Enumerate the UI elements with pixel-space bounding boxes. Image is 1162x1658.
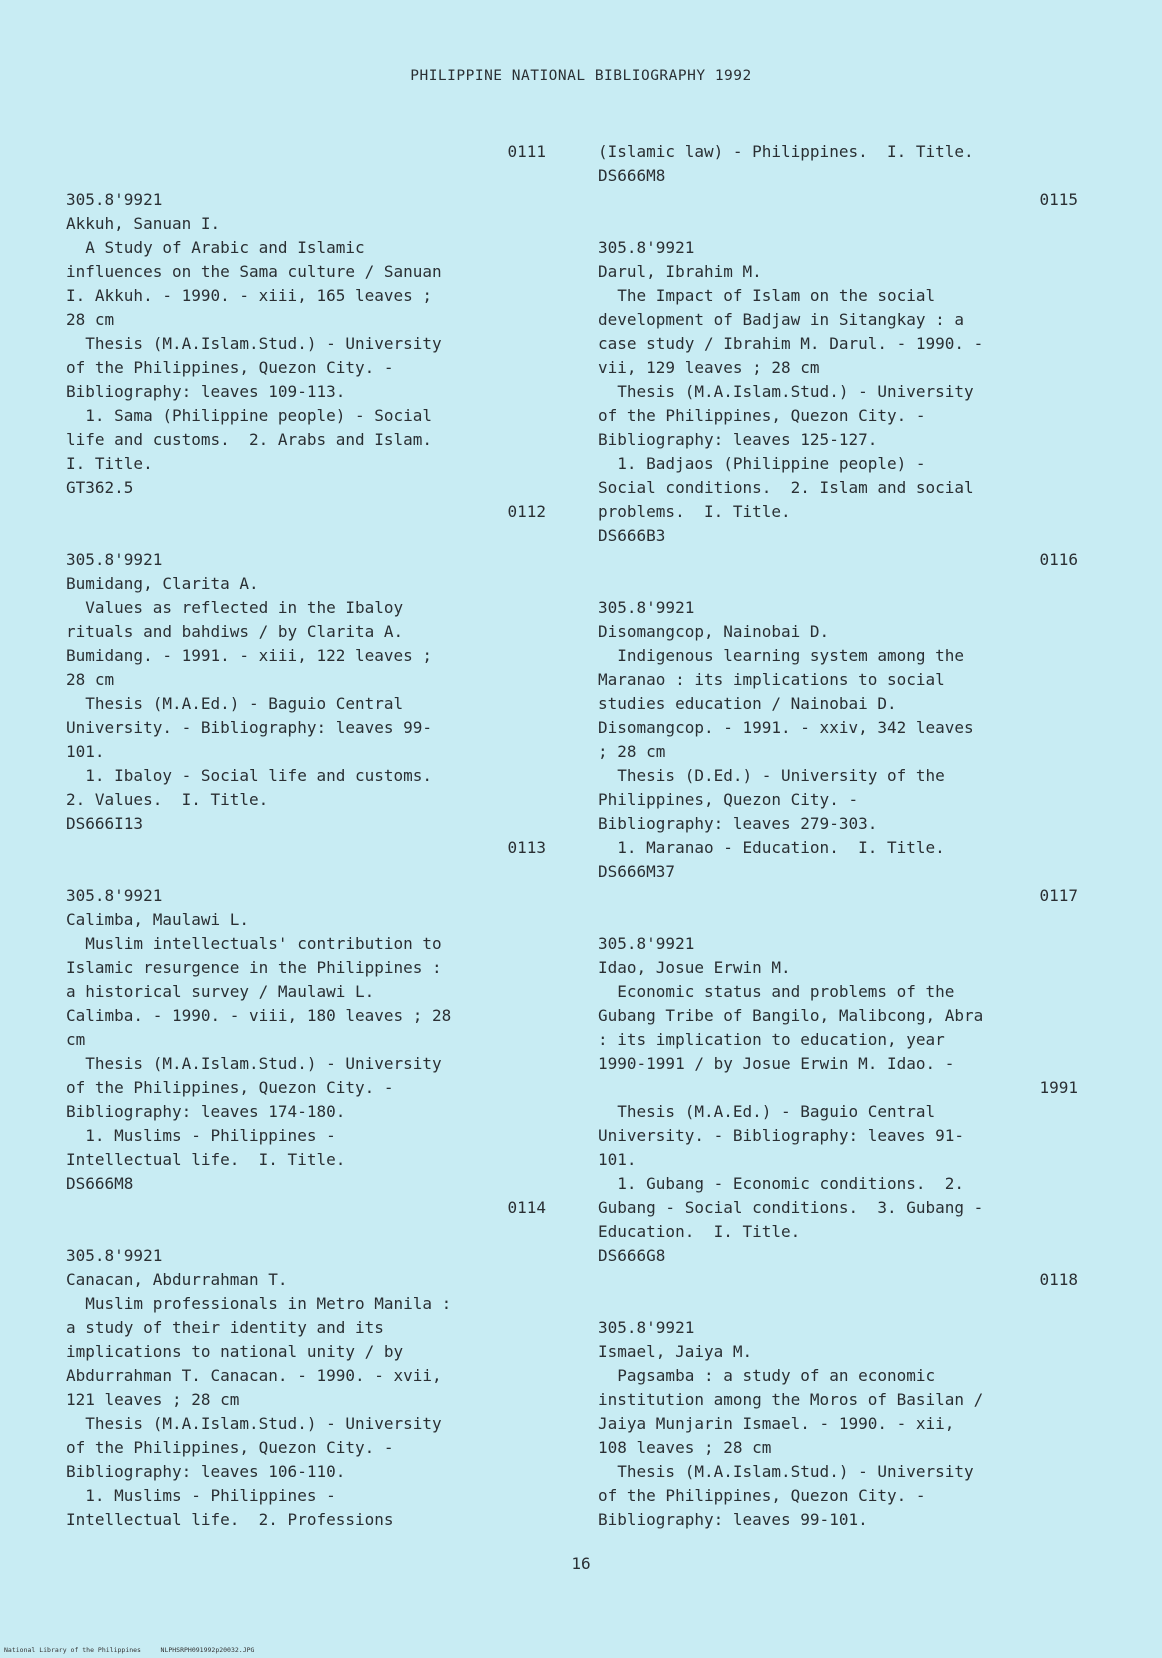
entry-text-line: Thesis (M.A.Ed.) - Baguio Central <box>598 1102 936 1121</box>
entry-text-line: DS666M8 <box>598 166 666 185</box>
entry-text-line: 1. Sama (Philippine people) - Social <box>66 406 433 425</box>
entry-text-line: 1. Maranao - Education. I. Title. <box>598 838 945 857</box>
entry-text-line: of the Philippines, Quezon City. - <box>598 1486 926 1505</box>
entry-text-line: : its implication to education, year <box>598 1030 945 1049</box>
right-column <box>598 140 1078 1532</box>
entry-text-line: 305.8'9921 <box>598 934 695 953</box>
entry-text-line: 121 leaves ; 28 cm <box>66 1390 240 1409</box>
entry-text-line: 305.8'9921 <box>66 190 163 209</box>
entry-text-line: Thesis (M.A.Ed.) - Baguio Central <box>66 694 404 713</box>
entry-text-line: Bibliography: leaves 279-303. <box>598 814 878 833</box>
entry-text-line: Bumidang. - 1991. - xiii, 122 leaves ; <box>66 646 433 665</box>
entry-number: 0111 <box>507 142 546 161</box>
entry-text-line: A Study of Arabic and Islamic <box>66 238 365 257</box>
blank-line <box>66 524 546 548</box>
entry-text-line: Calimba. - 1990. - viii, 180 leaves ; 28 <box>66 1006 452 1025</box>
entry-number: 0114 <box>507 1198 546 1217</box>
left-column <box>66 140 546 1532</box>
entry-text-line: influences on the Sama culture / Sanuan <box>66 262 442 281</box>
blank-line <box>598 572 1078 596</box>
entry-text-line: 2. Values. I. Title. <box>66 790 269 809</box>
entry-text-line: I. Title. <box>66 454 153 473</box>
entry-text-line: Thesis (M.A.Islam.Stud.) - University <box>598 382 974 401</box>
blank-line <box>66 164 546 188</box>
entry-text-line: Thesis (M.A.Islam.Stud.) - University <box>66 1414 442 1433</box>
entry-text-line: DS666M8 <box>66 1174 134 1193</box>
entry-text-line: Intellectual life. I. Title. <box>66 1150 346 1169</box>
entry-text-line: University. - Bibliography: leaves 99- <box>66 718 433 737</box>
entry-text-line: of the Philippines, Quezon City. - <box>66 1078 394 1097</box>
entry-text-line: implications to national unity / by <box>66 1342 404 1361</box>
entry-text-line: studies education / Nainobai D. <box>598 694 897 713</box>
entry-text-line: 28 cm <box>66 310 115 329</box>
entry-number: 0118 <box>1039 1270 1078 1289</box>
blank-line <box>598 212 1078 236</box>
entry-text-line: 101. <box>66 742 105 761</box>
scan-credit: National Library of the Philippines NLPHSRPH091992p20032.JPG <box>4 1646 255 1654</box>
entry-text-line: of the Philippines, Quezon City. - <box>66 358 394 377</box>
entry-text-line: vii, 129 leaves ; 28 cm <box>598 358 820 377</box>
entry-text-line: Education. I. Title. <box>598 1222 801 1241</box>
entry-text-line: I. Akkuh. - 1990. - xiii, 165 leaves ; <box>66 286 433 305</box>
entry-number: 1991 <box>1039 1078 1078 1097</box>
entry-text-line: cm <box>66 1030 86 1049</box>
blank-line <box>598 908 1078 932</box>
entry-number: 0112 <box>507 502 546 521</box>
entry-number: 0117 <box>1039 886 1078 905</box>
entry-text-line: Jaiya Munjarin Ismael. - 1990. - xii, <box>598 1414 955 1433</box>
entry-text-line: Economic status and problems of the <box>598 982 955 1001</box>
entry-text-line: Canacan, Abdurrahman T. <box>66 1270 288 1289</box>
entry-text-line: The Impact of Islam on the social <box>598 286 936 305</box>
entry-text-line: Pagsamba : a study of an economic <box>598 1366 936 1385</box>
entry-text-line: 1. Badjaos (Philippine people) - <box>598 454 926 473</box>
entry-text-line: Darul, Ibrahim M. <box>598 262 762 281</box>
entry-text-line: of the Philippines, Quezon City. - <box>598 406 926 425</box>
entry-text-line: of the Philippines, Quezon City. - <box>66 1438 394 1457</box>
entry-text-line: Disomangcop, Nainobai D. <box>598 622 830 641</box>
entry-number: 0116 <box>1039 550 1078 569</box>
entry-text-line: Idao, Josue Erwin M. <box>598 958 791 977</box>
entry-text-line: institution among the Moros of Basilan / <box>598 1390 984 1409</box>
entry-text-line: 305.8'9921 <box>66 550 163 569</box>
entry-text-line: 1990-1991 / by Josue Erwin M. Idao. - <box>598 1054 955 1073</box>
entry-text-line: Indigenous learning system among the <box>598 646 965 665</box>
entry-text-line: 1. Gubang - Economic conditions. 2. <box>598 1174 965 1193</box>
entry-text-line: 1. Ibaloy - Social life and customs. <box>66 766 433 785</box>
entry-text-line: Philippines, Quezon City. - <box>598 790 859 809</box>
entry-text-line: DS666B3 <box>598 526 666 545</box>
entry-text-line: Gubang Tribe of Bangilo, Malibcong, Abra <box>598 1006 984 1025</box>
entry-text-line: a study of their identity and its <box>66 1318 384 1337</box>
entry-text-line: a historical survey / Maulawi L. <box>66 982 375 1001</box>
entry-text-line: Disomangcop. - 1991. - xxiv, 342 leaves <box>598 718 974 737</box>
page-number: 16 <box>571 1554 591 1573</box>
entry-text-line: Gubang - Social conditions. 3. Gubang - <box>598 1198 984 1217</box>
entry-text-line: 1. Muslims - Philippines - <box>66 1126 336 1145</box>
entry-text-line: Abdurrahman T. Canacan. - 1990. - xvii, <box>66 1366 442 1385</box>
entry-text-line: Ismael, Jaiya M. <box>598 1342 753 1361</box>
entry-text-line: DS666G8 <box>598 1246 666 1265</box>
entry-text-line: DS666I13 <box>66 814 144 833</box>
entry-text-line: 305.8'9921 <box>598 1318 695 1337</box>
entry-text-line: 305.8'9921 <box>66 1246 163 1265</box>
entry-text-line: Intellectual life. 2. Professions <box>66 1510 394 1529</box>
blank-line <box>66 860 546 884</box>
entry-text-line: Akkuh, Sanuan I. <box>66 214 221 233</box>
entry-number: 0113 <box>507 838 546 857</box>
entry-text-line: 108 leaves ; 28 cm <box>598 1438 772 1457</box>
entry-text-line: development of Badjaw in Sitangkay : a <box>598 310 965 329</box>
entry-text-line: Maranao : its implications to social <box>598 670 945 689</box>
entry-text-line: Bibliography: leaves 99-101. <box>598 1510 868 1529</box>
entry-text-line: Bumidang, Clarita A. <box>66 574 259 593</box>
entry-text-line: Thesis (M.A.Islam.Stud.) - University <box>66 334 442 353</box>
entry-text-line: Values as reflected in the Ibaloy <box>66 598 404 617</box>
entry-text-line: 305.8'9921 <box>66 886 163 905</box>
blank-line <box>66 1220 546 1244</box>
entry-text-line: Thesis (M.A.Islam.Stud.) - University <box>66 1054 442 1073</box>
entry-text-line: Muslim intellectuals' contribution to <box>66 934 442 953</box>
entry-text-line: Thesis (D.Ed.) - University of the <box>598 766 945 785</box>
entry-text-line: Thesis (M.A.Islam.Stud.) - University <box>598 1462 974 1481</box>
entry-text-line: Bibliography: leaves 125-127. <box>598 430 878 449</box>
entry-text-line: GT362.5 <box>66 478 134 497</box>
entry-text-line: DS666M37 <box>598 862 676 881</box>
entry-text-line: Bibliography: leaves 174-180. <box>66 1102 346 1121</box>
entry-text-line: 305.8'9921 <box>598 598 695 617</box>
blank-line <box>598 1292 1078 1316</box>
entry-text-line: Bibliography: leaves 109-113. <box>66 382 346 401</box>
entry-text-line: 305.8'9921 <box>598 238 695 257</box>
entry-text-line: life and customs. 2. Arabs and Islam. <box>66 430 433 449</box>
entry-text-line: (Islamic law) - Philippines. I. Title. <box>598 142 974 161</box>
entry-text-line: case study / Ibrahim M. Darul. - 1990. - <box>598 334 984 353</box>
entry-text-line: 28 cm <box>66 670 115 689</box>
entry-text-line: 101. <box>598 1150 637 1169</box>
page-title: PHILIPPINE NATIONAL BIBLIOGRAPHY 1992 <box>410 68 752 84</box>
entry-text-line: Muslim professionals in Metro Manila : <box>66 1294 452 1313</box>
entry-text-line: Social conditions. 2. Islam and social <box>598 478 974 497</box>
entry-text-line: ; 28 cm <box>598 742 666 761</box>
entry-text-line: 1. Muslims - Philippines - <box>66 1486 336 1505</box>
entry-text-line: University. - Bibliography: leaves 91- <box>598 1126 965 1145</box>
entry-number: 0115 <box>1039 190 1078 209</box>
entry-text-line: Islamic resurgence in the Philippines : <box>66 958 442 977</box>
entry-text-line: Calimba, Maulawi L. <box>66 910 250 929</box>
entry-text-line: Bibliography: leaves 106-110. <box>66 1462 346 1481</box>
entry-text-line: problems. I. Title. <box>598 502 791 521</box>
entry-text-line: rituals and bahdiws / by Clarita A. <box>66 622 404 641</box>
